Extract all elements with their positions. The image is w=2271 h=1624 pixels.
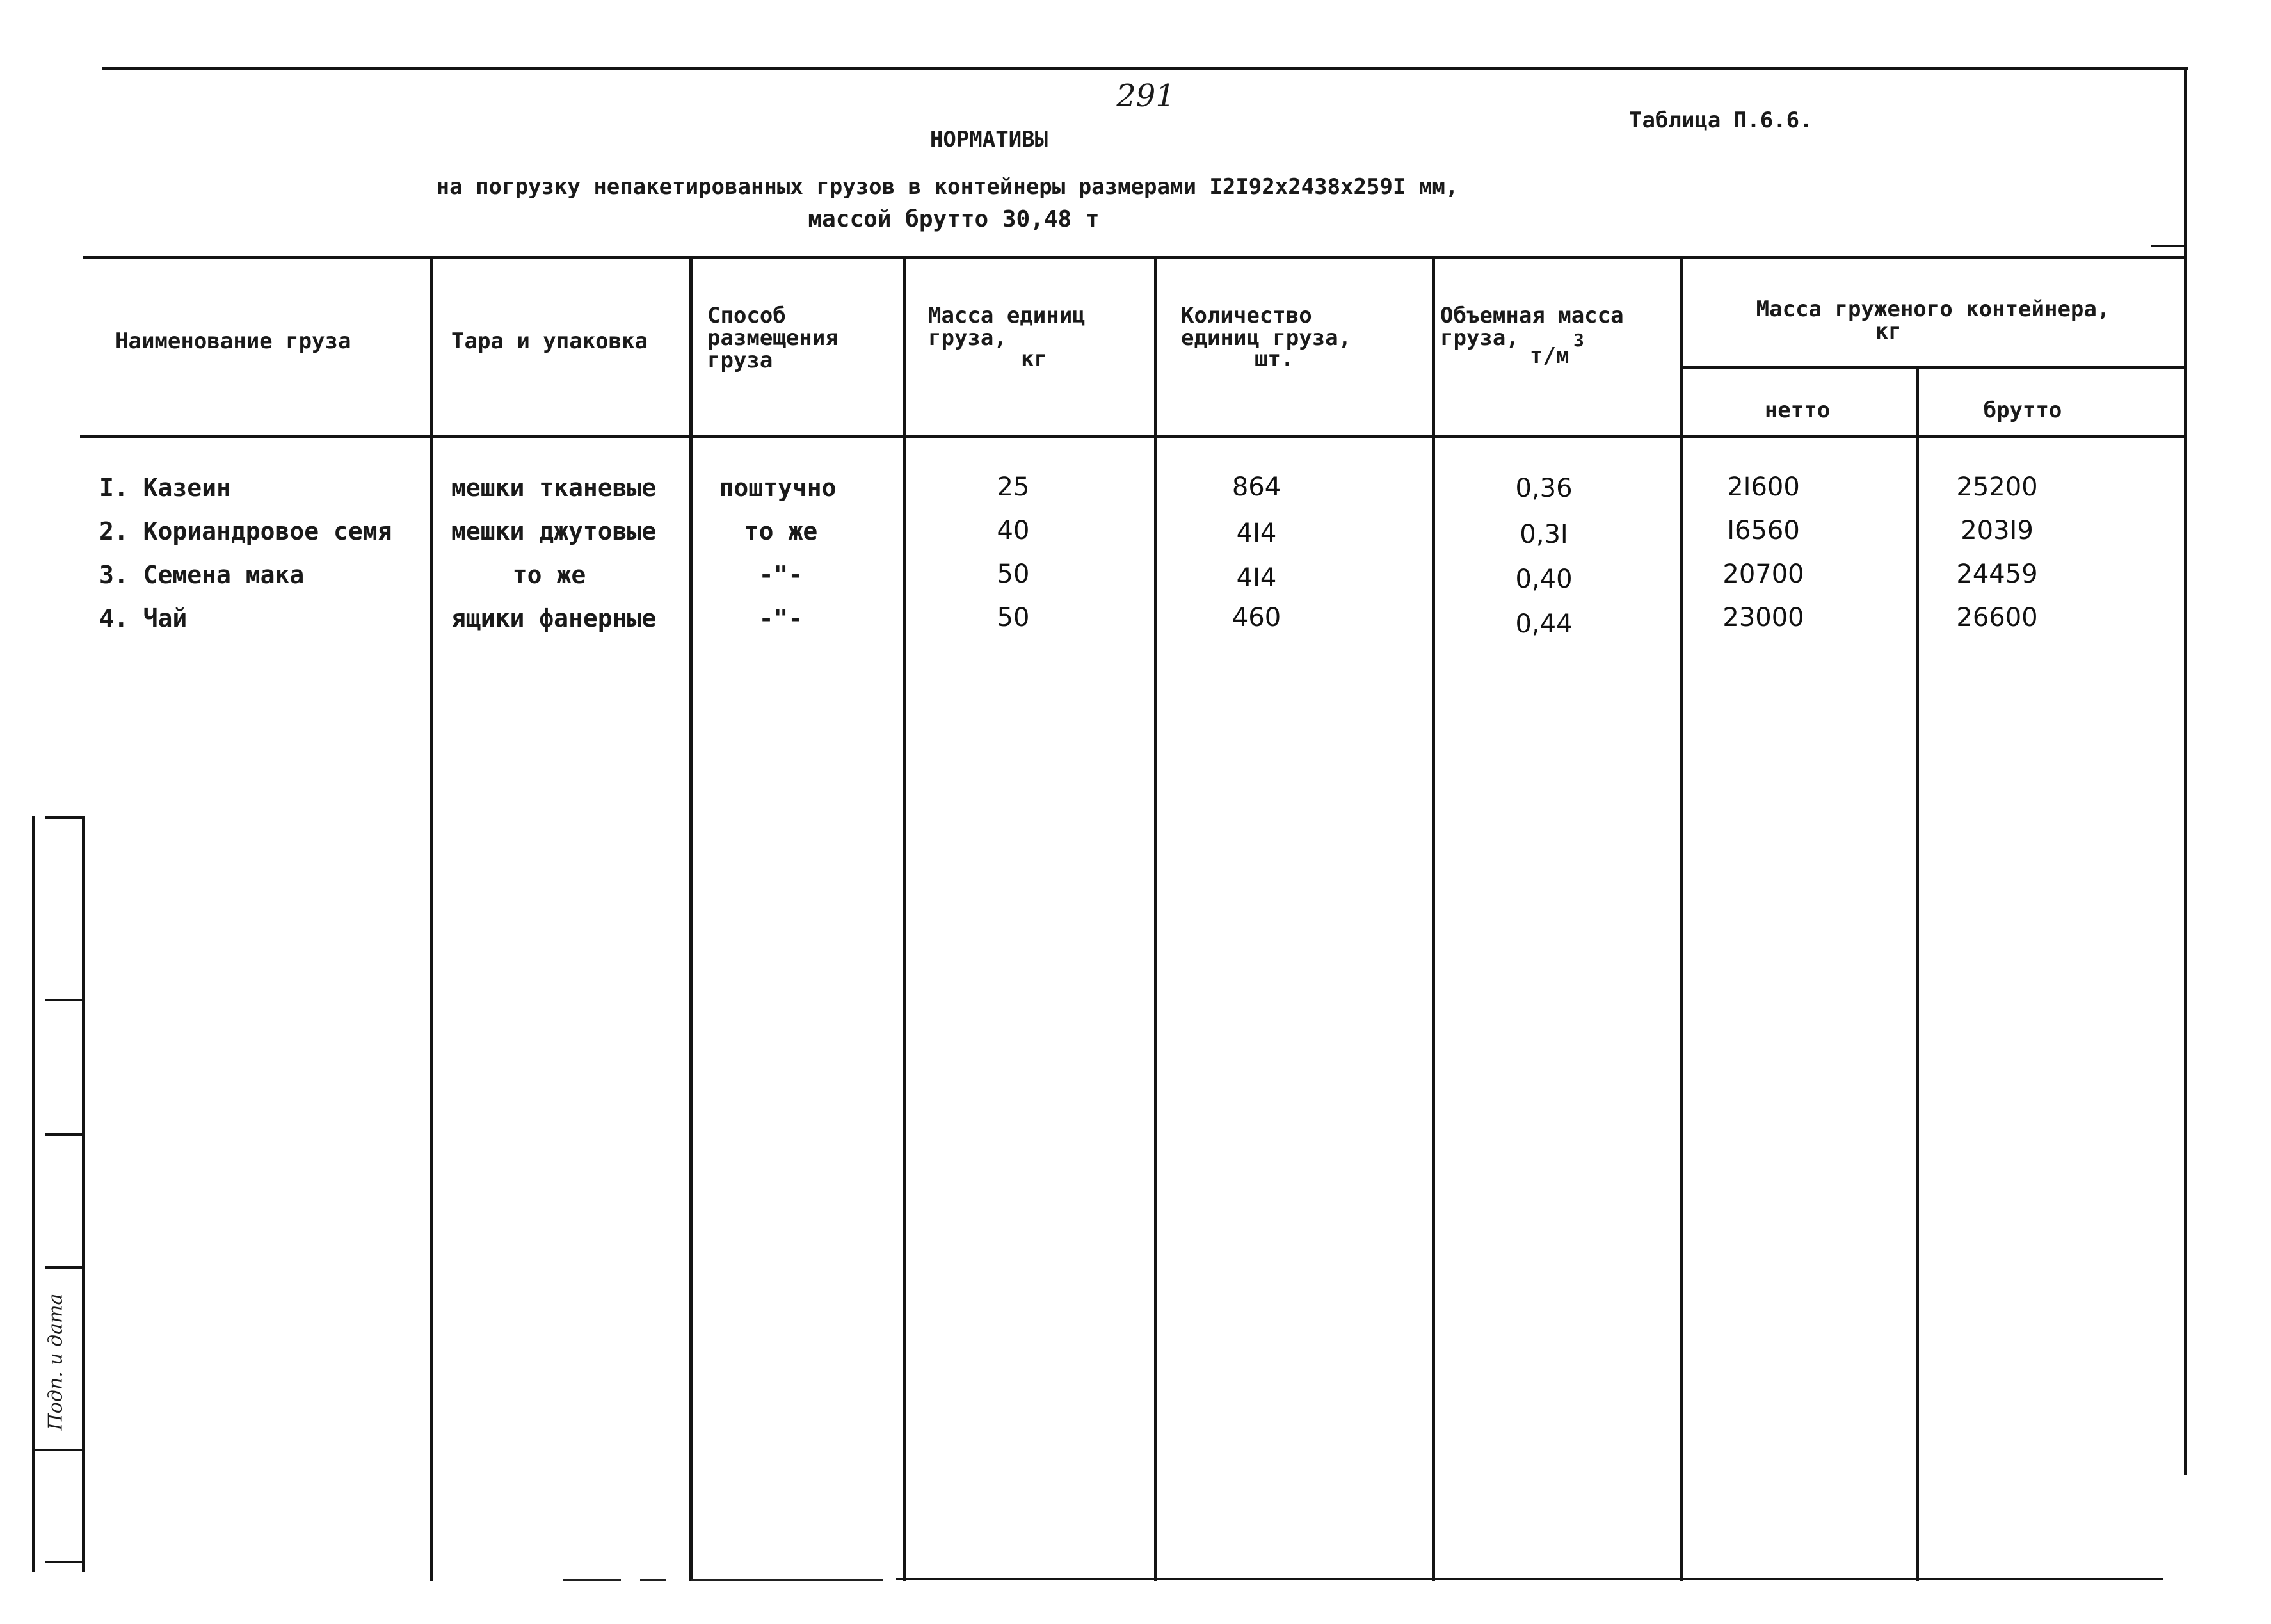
container-mass-subline: [1683, 366, 2186, 369]
header-volume-mass-sup: 3: [1573, 330, 1584, 351]
stamp-outer-line: [32, 816, 35, 1572]
stamp-inner-line: [82, 816, 85, 1572]
col-line-4: [1154, 256, 1157, 1581]
row3-quantity: 4I4: [1236, 563, 1277, 593]
row1-unit-mass: 25: [997, 472, 1030, 502]
row4-unit-mass: 50: [997, 603, 1030, 632]
header-placement-1: Способ: [707, 303, 786, 328]
header-quantity-3: шт.: [1255, 346, 1294, 372]
row2-quantity: 4I4: [1236, 519, 1277, 548]
header-placement-3: груза: [707, 348, 773, 373]
row1-quantity: 864: [1232, 472, 1281, 502]
header-volume-mass-3: т/м: [1530, 343, 1569, 369]
header-container-mass-1: Масса груженого контейнера,: [1756, 296, 2110, 322]
table-ref: Таблица П.6.6.: [1629, 108, 1813, 133]
row2-unit-mass: 40: [997, 516, 1030, 545]
header-unit-mass-1: Масса единиц: [928, 303, 1086, 328]
stamp-divider-3: [45, 1133, 84, 1136]
row1-brutto: 25200: [1956, 472, 2038, 502]
stamp-divider-5: [32, 1449, 84, 1451]
document-subtitle-line2: массой брутто 30,48 т: [808, 206, 1100, 232]
header-top-line: [83, 256, 2186, 259]
bottom-dash-3: [691, 1579, 883, 1581]
header-unit-mass-2: груза,: [928, 325, 1007, 351]
row3-placement: -"-: [758, 561, 803, 589]
row2-packaging: мешки джутовые: [451, 517, 657, 545]
header-unit-mass-3: кг: [1021, 346, 1047, 372]
header-volume-mass-2: груза,: [1440, 325, 1519, 351]
header-quantity-1: Количество: [1181, 303, 1312, 328]
row2-brutto: 203I9: [1961, 516, 2034, 545]
document-title: НОРМАТИВЫ: [929, 127, 1048, 152]
col-line-2: [689, 256, 693, 1581]
row4-name: 4. Чай: [99, 604, 188, 632]
header-netto: нетто: [1764, 398, 1831, 423]
row2-netto: I6560: [1727, 516, 1800, 545]
row1-packaging: мешки тканевые: [451, 474, 657, 502]
row1-volume-mass: 0,36: [1515, 474, 1573, 503]
page-number: 291: [1116, 78, 1175, 114]
title-separator: [2151, 245, 2186, 247]
row2-volume-mass: 0,3I: [1520, 520, 1568, 549]
header-container-mass-2: кг: [1875, 319, 1902, 344]
col-line-3: [903, 256, 906, 1581]
col-line-1: [430, 256, 433, 1581]
col-line-7: [1916, 367, 1919, 1581]
bottom-dash-1: [563, 1579, 621, 1581]
row3-packaging: то же: [512, 561, 586, 589]
col-line-5: [1432, 256, 1435, 1581]
row4-placement: -"-: [758, 604, 803, 632]
row4-netto: 23000: [1722, 603, 1804, 632]
row3-unit-mass: 50: [997, 559, 1030, 589]
header-bottom-line: [80, 435, 2186, 438]
header-volume-mass-1: Объемная масса: [1440, 303, 1624, 328]
row3-brutto: 24459: [1956, 559, 2038, 589]
row4-volume-mass: 0,44: [1515, 609, 1573, 639]
row4-brutto: 26600: [1956, 603, 2038, 632]
row3-volume-mass: 0,40: [1515, 565, 1573, 594]
document-subtitle-line1: на погрузку непакетированных грузов в контейнеры размерами I2I92x2438x259I мм,: [436, 174, 1459, 200]
header-placement-2: размещения: [707, 325, 839, 351]
stamp-divider-1: [45, 816, 84, 819]
row4-quantity: 460: [1232, 603, 1281, 632]
stamp-divider-2: [45, 999, 84, 1001]
bottom-line: [896, 1578, 2163, 1580]
row1-placement: поштучно: [719, 474, 837, 502]
row2-name: 2. Кориандровое семя: [99, 517, 392, 545]
header-packaging: Тара и упаковка: [451, 328, 648, 354]
stamp-divider-6: [45, 1561, 84, 1563]
stamp-divider-4: [45, 1266, 84, 1269]
row2-placement: то же: [744, 517, 818, 545]
row3-netto: 20700: [1722, 559, 1804, 589]
header-quantity-2: единиц груза,: [1181, 325, 1352, 351]
stamp-label-sign-date: Подп. и дата: [44, 1293, 67, 1431]
header-name: Наименование груза: [115, 328, 351, 354]
top-border: [102, 67, 2188, 70]
header-brutto: брутто: [1983, 398, 2062, 423]
row4-packaging: ящики фанерные: [451, 604, 657, 632]
bottom-dash-2: [640, 1579, 666, 1581]
row3-name: 3. Семена мака: [99, 561, 305, 589]
right-border: [2184, 67, 2187, 1475]
row1-netto: 2I600: [1727, 472, 1800, 502]
col-line-6: [1680, 256, 1683, 1581]
row1-name: I. Казеин: [99, 474, 231, 502]
